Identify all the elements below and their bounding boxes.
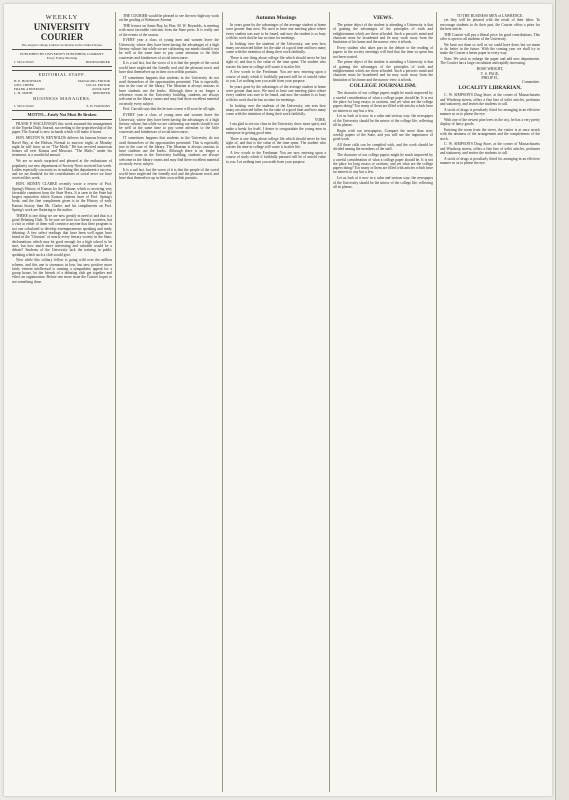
column-1 — [12, 14, 112, 789]
column-2 — [119, 14, 219, 789]
staff-name: FRANK ANDERSON — [14, 87, 45, 92]
staff-role: MANAGING EDITOR — [77, 79, 110, 84]
staff-row — [12, 104, 112, 108]
article-paragraph: The character of our college papers might be much improved by a careful consideration of what a college paper should be. It is not the place for long essays or orations, and yet what are the college papers doing? Too many of them are filled with articles which have no interest to any but a few. — [333, 91, 433, 113]
article-paragraph: I am glad to see our class in the University show more spirit, and make a break for itself. I desire to congratulate the young men in enterprise in getting good men. — [226, 122, 326, 135]
article-paragraph: With one of the newest pine trees in the city, he has a very pretty display of fancy goods. — [440, 117, 540, 127]
signer: ROSE WRIGHT, — [476, 67, 504, 72]
article-paragraph: A few words to the Freshman: You are now entering upon a course of study which if faithfully pursued will be of untold value to you. Let nothing turn you aside from your purpose. — [226, 70, 326, 84]
article-paragraph: In years gone by the advantages of the average student at home were greater than now. We used to have one meeting place where every student was sure to be found, and now the student is so busy with his work that he has no time for meetings. — [226, 23, 326, 40]
divider — [12, 49, 112, 50]
masthead-frequency: Every Friday Morning — [46, 56, 78, 60]
article-paragraph: All these calls can be complied with, and the work should be divided among the members of the staff. — [333, 143, 433, 152]
article-paragraph: In looking over the students of the University, one sees how many are attracted hither for the sake of a good time and how many come with the intention of doing their work faithfully. — [226, 41, 326, 55]
staff-role: ASSOCIATE — [91, 87, 110, 92]
article-paragraph: Let us look at it now in a calm and serious way: the newspaper of the University should be the mirror of the college life, reflecting all its phases. — [333, 176, 433, 189]
article-paragraph: Prof. Carruth says that the lecture course will soon be all right. — [123, 107, 216, 112]
headline-autumn-musings: Autumn Musings — [255, 15, 297, 21]
article-paragraph: The prime object of the student is attending a University is that of gaining the advantages of the principles of truth and enlightenment which are there afforded. Such a person's mind and character must be broadened and he may work away from the limitation of his home and the narrow view it affords. — [333, 23, 433, 45]
article-paragraph: HON. MILTON W. REYNOLDS delivers his famous lecture on Ravel Bay, at the Bedsou Normal to morrow night, at Monday night he will favor us on "The Mails." He has received numerous honors all over Kansas and Missouri. "The Mails," under his treatment, is a wonderful annual. — [12, 136, 112, 158]
article-paragraph: Every student who takes part in the debate or the reading of papers in the society meetings will find that the time so spent has not been wasted. — [333, 45, 433, 59]
staff-role: REPORTER — [92, 91, 110, 96]
editorial-staff-heading: EDITORIAL STAFF. — [38, 72, 86, 77]
article-paragraph: In years gone by the advantages of the average student at home were greater than now. We used to have one meeting place where every student was sure to be found, and now the student is so busy with his work that he has no time for meetings. — [226, 84, 326, 102]
article-paragraph: THE COURIER would be pleased to see the new highway work on the grading of Robinson Avenue. — [119, 14, 219, 23]
divider — [12, 66, 112, 71]
article-paragraph: Note: We wish to enlarge the paper and add new departments. The Courier has a large circulation and rapidly increasing. — [440, 57, 540, 66]
article-paragraph: We have not done so well as we could have done, but we mean to do better in the future. With the coming year we shall try to make the Courier a better paper in every way. — [440, 42, 540, 56]
article-paragraph: It is a sad fact, but the worst of it is that the people of the social world have neglected the friendly nod and the pleasant word, and have shut themselves up in their own selfish pursuits. — [119, 167, 219, 181]
publisher-left: J. SULLIVAN — [14, 60, 34, 64]
manager-name: E. B. HAWKINS — [86, 103, 110, 108]
adjacent-page-edge — [555, 0, 569, 800]
article-paragraph: Now while this solitary fellow is going wild over the million scheme, and this one is strenuous in lose, but now positive more fairly venient intellectual is running a sympathetic appeal for a group house, let the friends of a debating club get together and effect an organization. Before one more issue the Courier hopes to see something done. — [12, 258, 112, 284]
masthead-weekly: WEEKLY — [45, 14, 79, 21]
article-paragraph: C. W. SIMPSON'S Drug Store, at the corner of Massachusetts and Winthrop streets, offers a fine line of toilet articles, perfumes and stationery, and invites the students to call. — [440, 93, 540, 107]
divider — [12, 110, 112, 111]
newspaper-page — [4, 4, 552, 796]
article-paragraph: EVERY year a class of young men and women leave the University, where they have been having the advantages of a high literary culture, but while we are cultivating our minds should it not be well at the same time to pay some attention to the little courtesies and kindnesses of social intercourse. — [119, 38, 219, 60]
article-paragraph: A few words to the Freshman: You are now entering upon a course of study which if faithfully pursued will be of untold value to you. Let nothing turn you aside from your purpose. — [226, 151, 326, 164]
headline-locality-librarian: LOCALITY LIBRARIAN. — [458, 85, 522, 92]
article-paragraph: A stock of drugs is peculiarly fitted for arranging in an effective manner so as to please the eye. — [440, 156, 540, 166]
article-paragraph: HON. SIDNEY CLARKE recently wrote a review of Prof. Spring's History of Kansas for the Tribune, which is receiving very favorable comment from the State Press. It is seen in the State but largest reputation which Kansas citizens have of Prof. Spring's book; and the fine compliment given is in the History of early Kansas history than Mr. Clarke, and his compliments on Prof. Spring's work are flattering to the author. — [12, 182, 112, 213]
article-paragraph: IT sometimes happens that students in the University do not avail themselves of the opportunities presented. This is especially true in the case of the library. The librarian is always anxious to have students use the books. Although there is no longer a reference room in the University building, students are always welcome in the library rooms and may find there excellent material on nearly every subject. — [119, 75, 219, 106]
article-paragraph: The character of our college papers might be much improved by a careful consideration of what a college paper should be. It is not the place for long essays or orations, and yet what are the college papers doing? Too many of them are filled with articles which have no interest to any but a few. — [333, 153, 433, 175]
article-paragraph: We are so much surprised and pleased at the enthusiasm of popularity our new department of Society News received last week. Ladies especially can assist us in making this department a success, and we are thankful for the contributions of social news we have received this week. — [12, 159, 112, 181]
article-paragraph: EVERY year a class of young men and women leave the University, where they have been having the advantages of a high literary culture, but while we are cultivating our minds should it not be well at the same time to pay some attention to the little courtesies and kindnesses of social intercourse. — [119, 113, 219, 135]
article-paragraph: THERE is one thing we are now greatly in need of and that is a good Debating Club. To be sure we have two literary societies, but a visit to either of them will convince anyone that their program is not one calculated to develop extemporaneous speaking and ready debating. A few select readings that have been well again have heard in the "Oronian" of nearly every literary society in the State, declamations which may be good enough for a high school to be sure, but how much more interesting and valuable would be a debate? Students of the University lack the training in public speaking which such a club would give. — [12, 213, 112, 257]
masthead-publisher-line: PUBLISHED BY UNIVERSITY PUBLISHING COMPANY — [20, 52, 104, 56]
signer: T. S. PAGE, — [480, 71, 500, 76]
publisher-row — [12, 60, 112, 64]
headline-college-journalism: COLLEGE JOURNALISM. — [349, 83, 417, 90]
column-rule — [222, 12, 223, 792]
article-paragraph: IT sometimes happens that students in the University do not avail themselves of the opportunities presented. This is especially true in the case of the library. The librarian is always anxious to have students use the books. Although there is no longer a reference room in the University building, students are always welcome in the library rooms and may find there excellent material on nearly every subject. — [119, 136, 219, 166]
column-4 — [333, 14, 433, 789]
business-managers-heading: BUSINESS MANAGERS. — [33, 96, 91, 102]
committee-label: Committee. — [522, 80, 540, 85]
column-rule — [436, 12, 437, 792]
motto: MOTTO—Fairly Not Must Be Broken — [27, 111, 97, 117]
staff-name: L. H. SMITH — [14, 91, 33, 96]
article-paragraph: The prime object of the student is attending a University is that of gaining the advantages of the principles of truth and enlightenment which are there afforded. Such a person's mind and character must be broadened and he may work away from the limitation of his home and the narrow view it affords. — [333, 60, 433, 82]
signer: PHILIP H., — [481, 75, 499, 80]
article-paragraph: A stock of drugs is peculiarly fitted for arranging in an effective manner so as to please the eye. — [440, 107, 540, 117]
staff-role: LOCAL EDITOR — [85, 83, 110, 88]
masthead — [12, 14, 112, 64]
column-5 — [440, 14, 540, 789]
article-paragraph: Entering the room from the street, the visitor is at once struck with the neatness of the arrangement and the completeness of the stock. — [440, 128, 540, 141]
article-paragraph: In looking over the students of the University, one sees how many are attracted hither for the sake of a good time and how many come with the intention of doing their work faithfully. — [226, 103, 326, 117]
masthead-title: UNIVERSITY COURIER — [33, 22, 91, 42]
article-paragraph: It is a sad fact, but the worst of it is that the people of the social world have neglected the friendly nod and the pleasant word, and have shut themselves up in their own selfish pursuits. — [119, 61, 219, 75]
signature: YORE. — [314, 117, 326, 122]
article-paragraph: yet they will be pleased with the result of their labor. To encourage students to do their part, the Courier offers a prize for the best article. — [440, 18, 540, 31]
staff-name: H. E. HOUSEMAN — [14, 79, 42, 84]
staff-row — [12, 91, 112, 95]
manager-name: J. SULLIVAN — [14, 103, 34, 108]
article-paragraph: FRANK P. MACLENNAN this week assumed the management of the Topeka Daily Journal, succeeding to the proprietorship of the paper. The Journal is now in hands which will make it boom. — [12, 121, 112, 135]
article-paragraph: Begin with our newspapers. Compare the more than sixty weekly papers of the State, and you will see the importance of good work. — [333, 128, 433, 142]
divider — [12, 119, 112, 120]
column-rule — [115, 12, 116, 792]
article-paragraph: C. W. SIMPSON'S Drug Store, at the corner of Massachusetts and Winthrop streets, offers a fine line of toilet articles, perfumes and stationery, and invites the students to call. — [440, 142, 540, 156]
column-3 — [226, 14, 326, 789]
article-paragraph: There is one thing about college life which should never be lost sight of, and that is the value of the time spent. The student who wastes his time in college will waste it in after life. — [226, 56, 326, 69]
article-paragraph: Let us look at it now in a calm and serious way: the newspaper of the University should be the mirror of the college life, reflecting all its phases. — [333, 114, 433, 127]
column-rule — [329, 12, 330, 792]
publisher-right: BOOKWORKER — [85, 60, 110, 64]
headline-views: VIEWS. — [373, 15, 393, 21]
article-paragraph: There is one thing about college life which should never be lost sight of, and that is the value of the time spent. The student who wastes his time in college will waste it in after life. — [226, 136, 326, 150]
article-paragraph: THE Courier will pay a liberal price for good contributions. This offer is open to all students of the University. — [440, 32, 540, 41]
staff-name: GEO. CHEEK — [14, 83, 34, 88]
announcement-heading: TO THE BUSINESS MEN of LAWRENCE. — [456, 14, 524, 18]
masthead-subtitle: The largest College Journal circulation in the United States. — [21, 43, 103, 47]
article-paragraph: THE lecture on Santo Bay, by Hon. M. W. Reynolds, is meeting with most favorable criticism from the State press. It is really one of the events of the season. — [119, 24, 219, 37]
